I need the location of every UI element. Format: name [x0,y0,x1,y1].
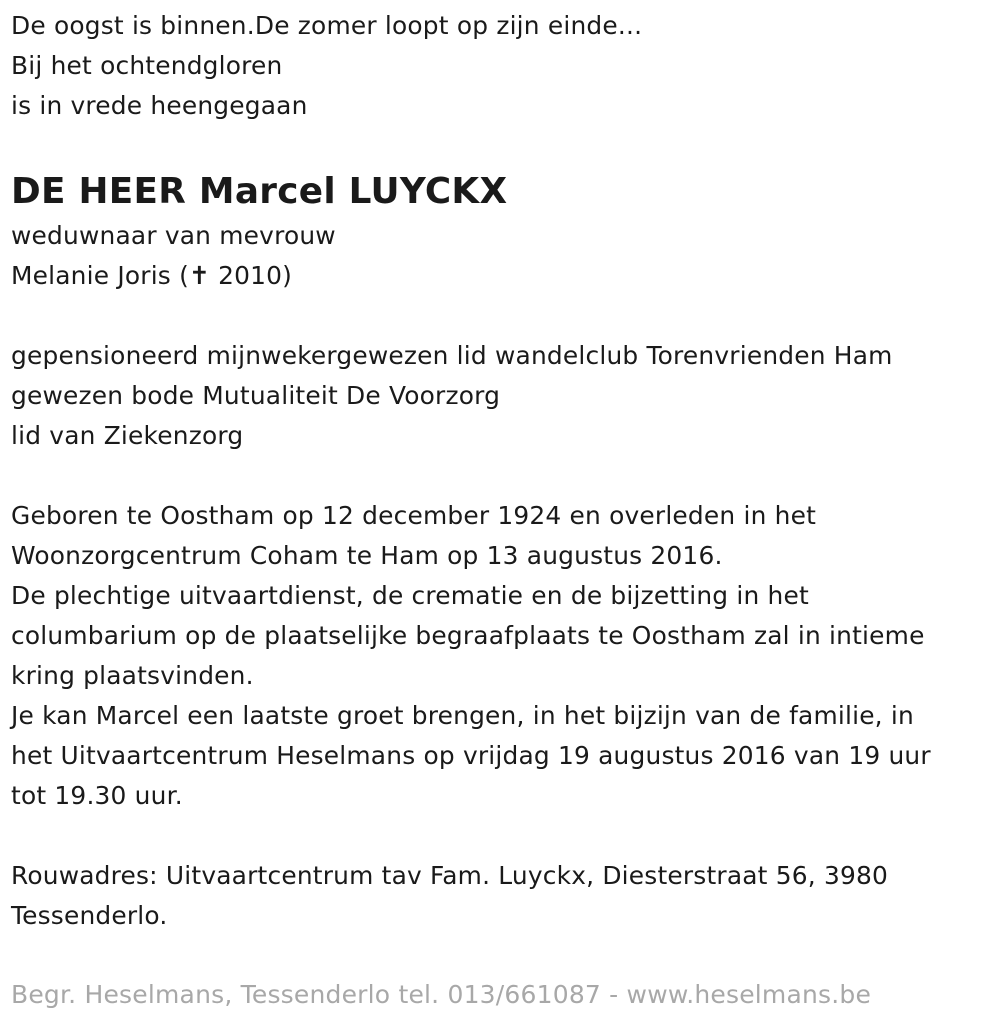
announcement-line-4: columbarium op de plaatselijke begraafplaats te Oostham zal in intieme [11,621,925,650]
intro-line-2: Bij het ochtendgloren [11,51,283,80]
address-line-2: Tessenderlo. [11,901,168,930]
announcement-line-2: Woonzorgcentrum Coham te Ham op 13 augustus 2016. [11,541,723,570]
announcement-line-3: De plechtige uitvaartdienst, de crematie en de bijzetting in het [11,581,809,610]
intro-line-3: is in vrede heengegaan [11,91,308,120]
deceased-name: DE HEER Marcel LUYCKX [11,171,508,212]
spacer [11,816,991,856]
spacer [11,456,991,496]
announcement-line-1: Geboren te Oostham op 12 december 1924 en overleden in het [11,501,817,530]
announcement-line-5: kring plaatsvinden. [11,661,254,690]
address-line-1: Rouwadres: Uitvaartcentrum tav Fam. Luyckx, Diesterstraat 56, 3980 [11,861,889,890]
title-line-2: gewezen bode Mutualiteit De Voorzorg [11,381,501,410]
announcement-line-8: tot 19.30 uur. [11,781,183,810]
title-line-1: gepensioneerd mijnwekergewezen lid wandelclub Torenvrienden Ham [11,341,893,370]
intro-line-1: De oogst is binnen.De zomer loopt op zijn einde... [11,11,643,40]
title-line-3: lid van Ziekenzorg [11,421,244,450]
funeral-home-footer: Begr. Heselmans, Tessenderlo tel. 013/661087 - www.heselmans.be [11,980,872,1009]
announcement-line-6: Je kan Marcel een laatste groet brengen, in het bijzijn van de familie, in [11,701,914,730]
obituary-notice [11,6,991,936]
spacer [11,296,991,336]
spouse-line-1: weduwnaar van mevrouw [11,221,336,250]
announcement-line-7: het Uitvaartcentrum Heselmans op vrijdag 19 augustus 2016 van 19 uur [11,741,931,770]
spouse-line-2: Melanie Joris (✝ 2010) [11,261,293,290]
